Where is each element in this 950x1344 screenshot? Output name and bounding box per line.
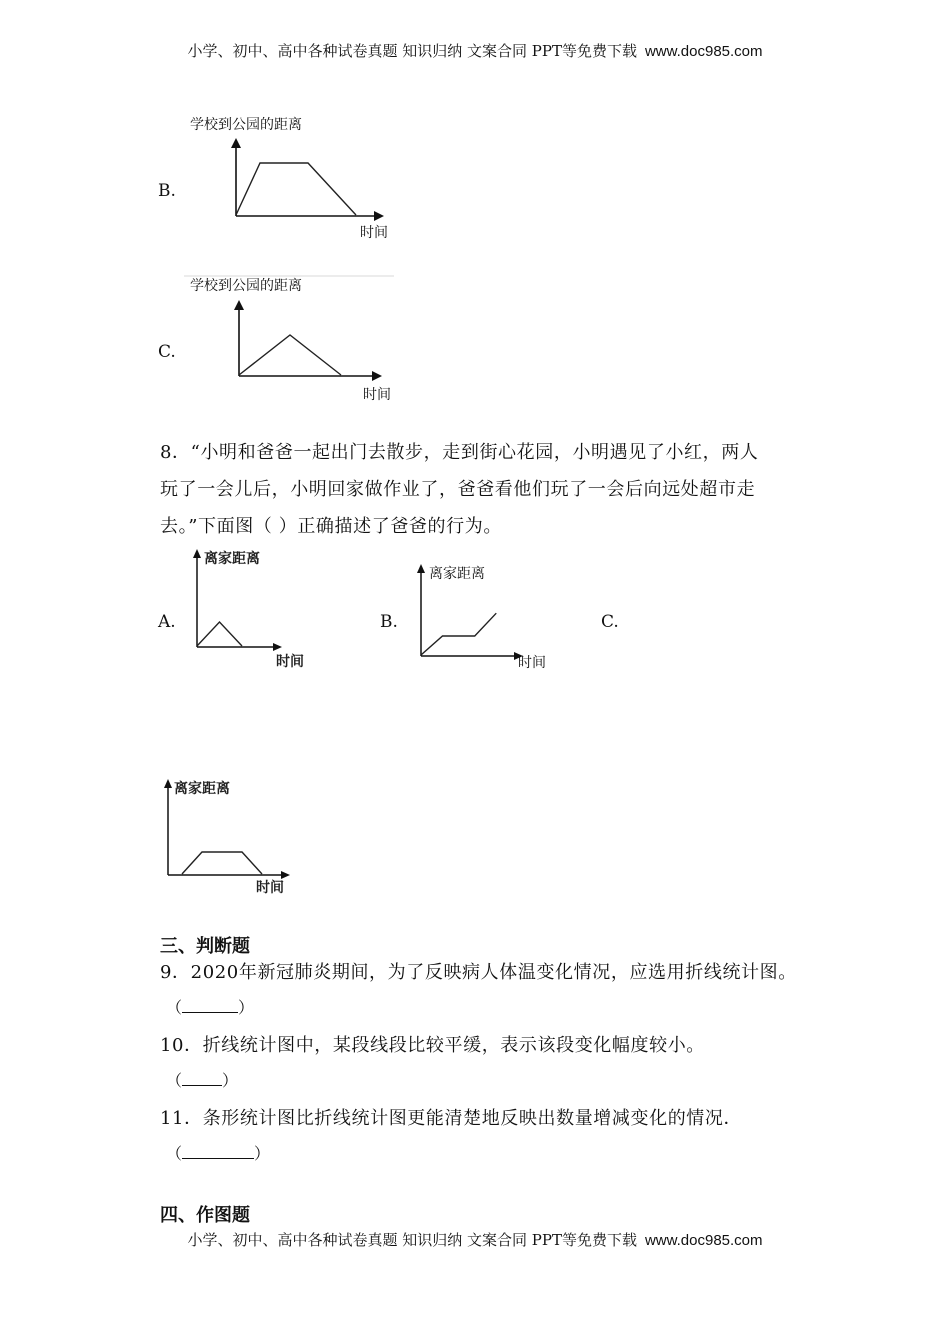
q9-blank-line[interactable] (182, 1000, 238, 1013)
q7-c-y-arrow (234, 300, 244, 310)
header-text: 小学、初中、高中各种试卷真题 知识归纳 文案合同 PPT等免费下载 (187, 42, 637, 60)
page-header (0, 40, 950, 61)
q8-c-y-arrow (164, 779, 172, 788)
q11-open-paren: （ (166, 1144, 183, 1163)
q9-answer-blank[interactable] (166, 995, 254, 1018)
q8-a-x-arrow (273, 643, 282, 651)
q7-b-x-arrow (374, 211, 384, 221)
q8-option-c-letter: C. (601, 612, 619, 632)
q7-c-series-line (239, 335, 341, 375)
section4-title: 四、作图题 (160, 1205, 250, 1226)
footer-site[interactable]: www.doc985.com (644, 1232, 763, 1249)
q11-close-paren: ） (254, 1144, 271, 1163)
q8-option-b-chart (408, 560, 568, 675)
q10-text: 10．折线统计图中，某段线段比较平缓，表示该段变化幅度较小。 (160, 1035, 705, 1056)
q7-b-ylabel: 学校到公园的距离 (190, 117, 302, 133)
q8-c-xlabel: 时间 (256, 880, 284, 896)
q11-blank-line[interactable] (182, 1146, 254, 1159)
q8-line2: 玩了一会儿后，小明回家做作业了，爸爸看他们玩了一会后向远处超市走 (160, 479, 756, 500)
q7-b-y-arrow (231, 138, 241, 148)
q8-option-a-letter: A. (158, 612, 176, 632)
q9-close-paren: ） (238, 998, 255, 1017)
q10-answer-blank[interactable] (166, 1068, 238, 1091)
q8-b-xlabel: 时间 (518, 655, 546, 671)
q7-option-c-chart (180, 272, 400, 407)
q8-c-ylabel: 离家距离 (174, 781, 230, 797)
q8-a-xlabel: 时间 (276, 654, 304, 670)
q8-c-x-arrow (281, 871, 290, 879)
q8-option-b-letter: B. (380, 612, 398, 632)
q8-a-y-arrow (193, 549, 201, 558)
q8-a-ylabel: 离家距离 (204, 551, 260, 567)
q8-line1: 8．“小明和爸爸一起出门去散步，走到街心花园，小明遇见了小红，两人 (160, 442, 759, 463)
q11-text: 11．条形统计图比折线统计图更能清楚地反映出数量增减变化的情况． (160, 1108, 743, 1129)
q10-blank-line[interactable] (182, 1073, 222, 1086)
q8-line3: 去。”下面图（ ）正确描述了爸爸的行为。 (160, 516, 502, 537)
header-site[interactable]: www.doc985.com (644, 43, 763, 60)
q8-b-series-line (421, 613, 496, 655)
q7-b-xlabel: 时间 (360, 225, 388, 241)
q7-option-c-letter: C. (158, 342, 176, 362)
footer-text: 小学、初中、高中各种试卷真题 知识归纳 文案合同 PPT等免费下载 (187, 1231, 637, 1249)
q8-option-a-chart (190, 545, 320, 675)
q8-option-c-chart (160, 773, 310, 898)
q7-c-xlabel: 时间 (363, 387, 391, 403)
q8-a-series-line (197, 622, 242, 646)
q7-option-b-letter: B. (158, 181, 176, 201)
q9-text: 9．2020年新冠肺炎期间，为了反映病人体温变化情况，应选用折线统计图。 (160, 962, 797, 983)
q8-c-series-line (182, 852, 262, 874)
q9-open-paren: （ (166, 998, 183, 1017)
q8-b-ylabel: 离家距离 (429, 566, 485, 582)
q7-b-series-line (236, 163, 356, 215)
q8-b-y-arrow (417, 564, 425, 573)
q7-c-ylabel: 学校到公园的距离 (190, 278, 302, 294)
q10-open-paren: （ (166, 1071, 183, 1090)
section3-title: 三、判断题 (160, 936, 250, 957)
q11-answer-blank[interactable] (166, 1141, 270, 1164)
q7-option-b-chart (180, 110, 400, 245)
q10-close-paren: ） (222, 1071, 239, 1090)
q7-c-x-arrow (372, 371, 382, 381)
page-footer (0, 1229, 950, 1250)
